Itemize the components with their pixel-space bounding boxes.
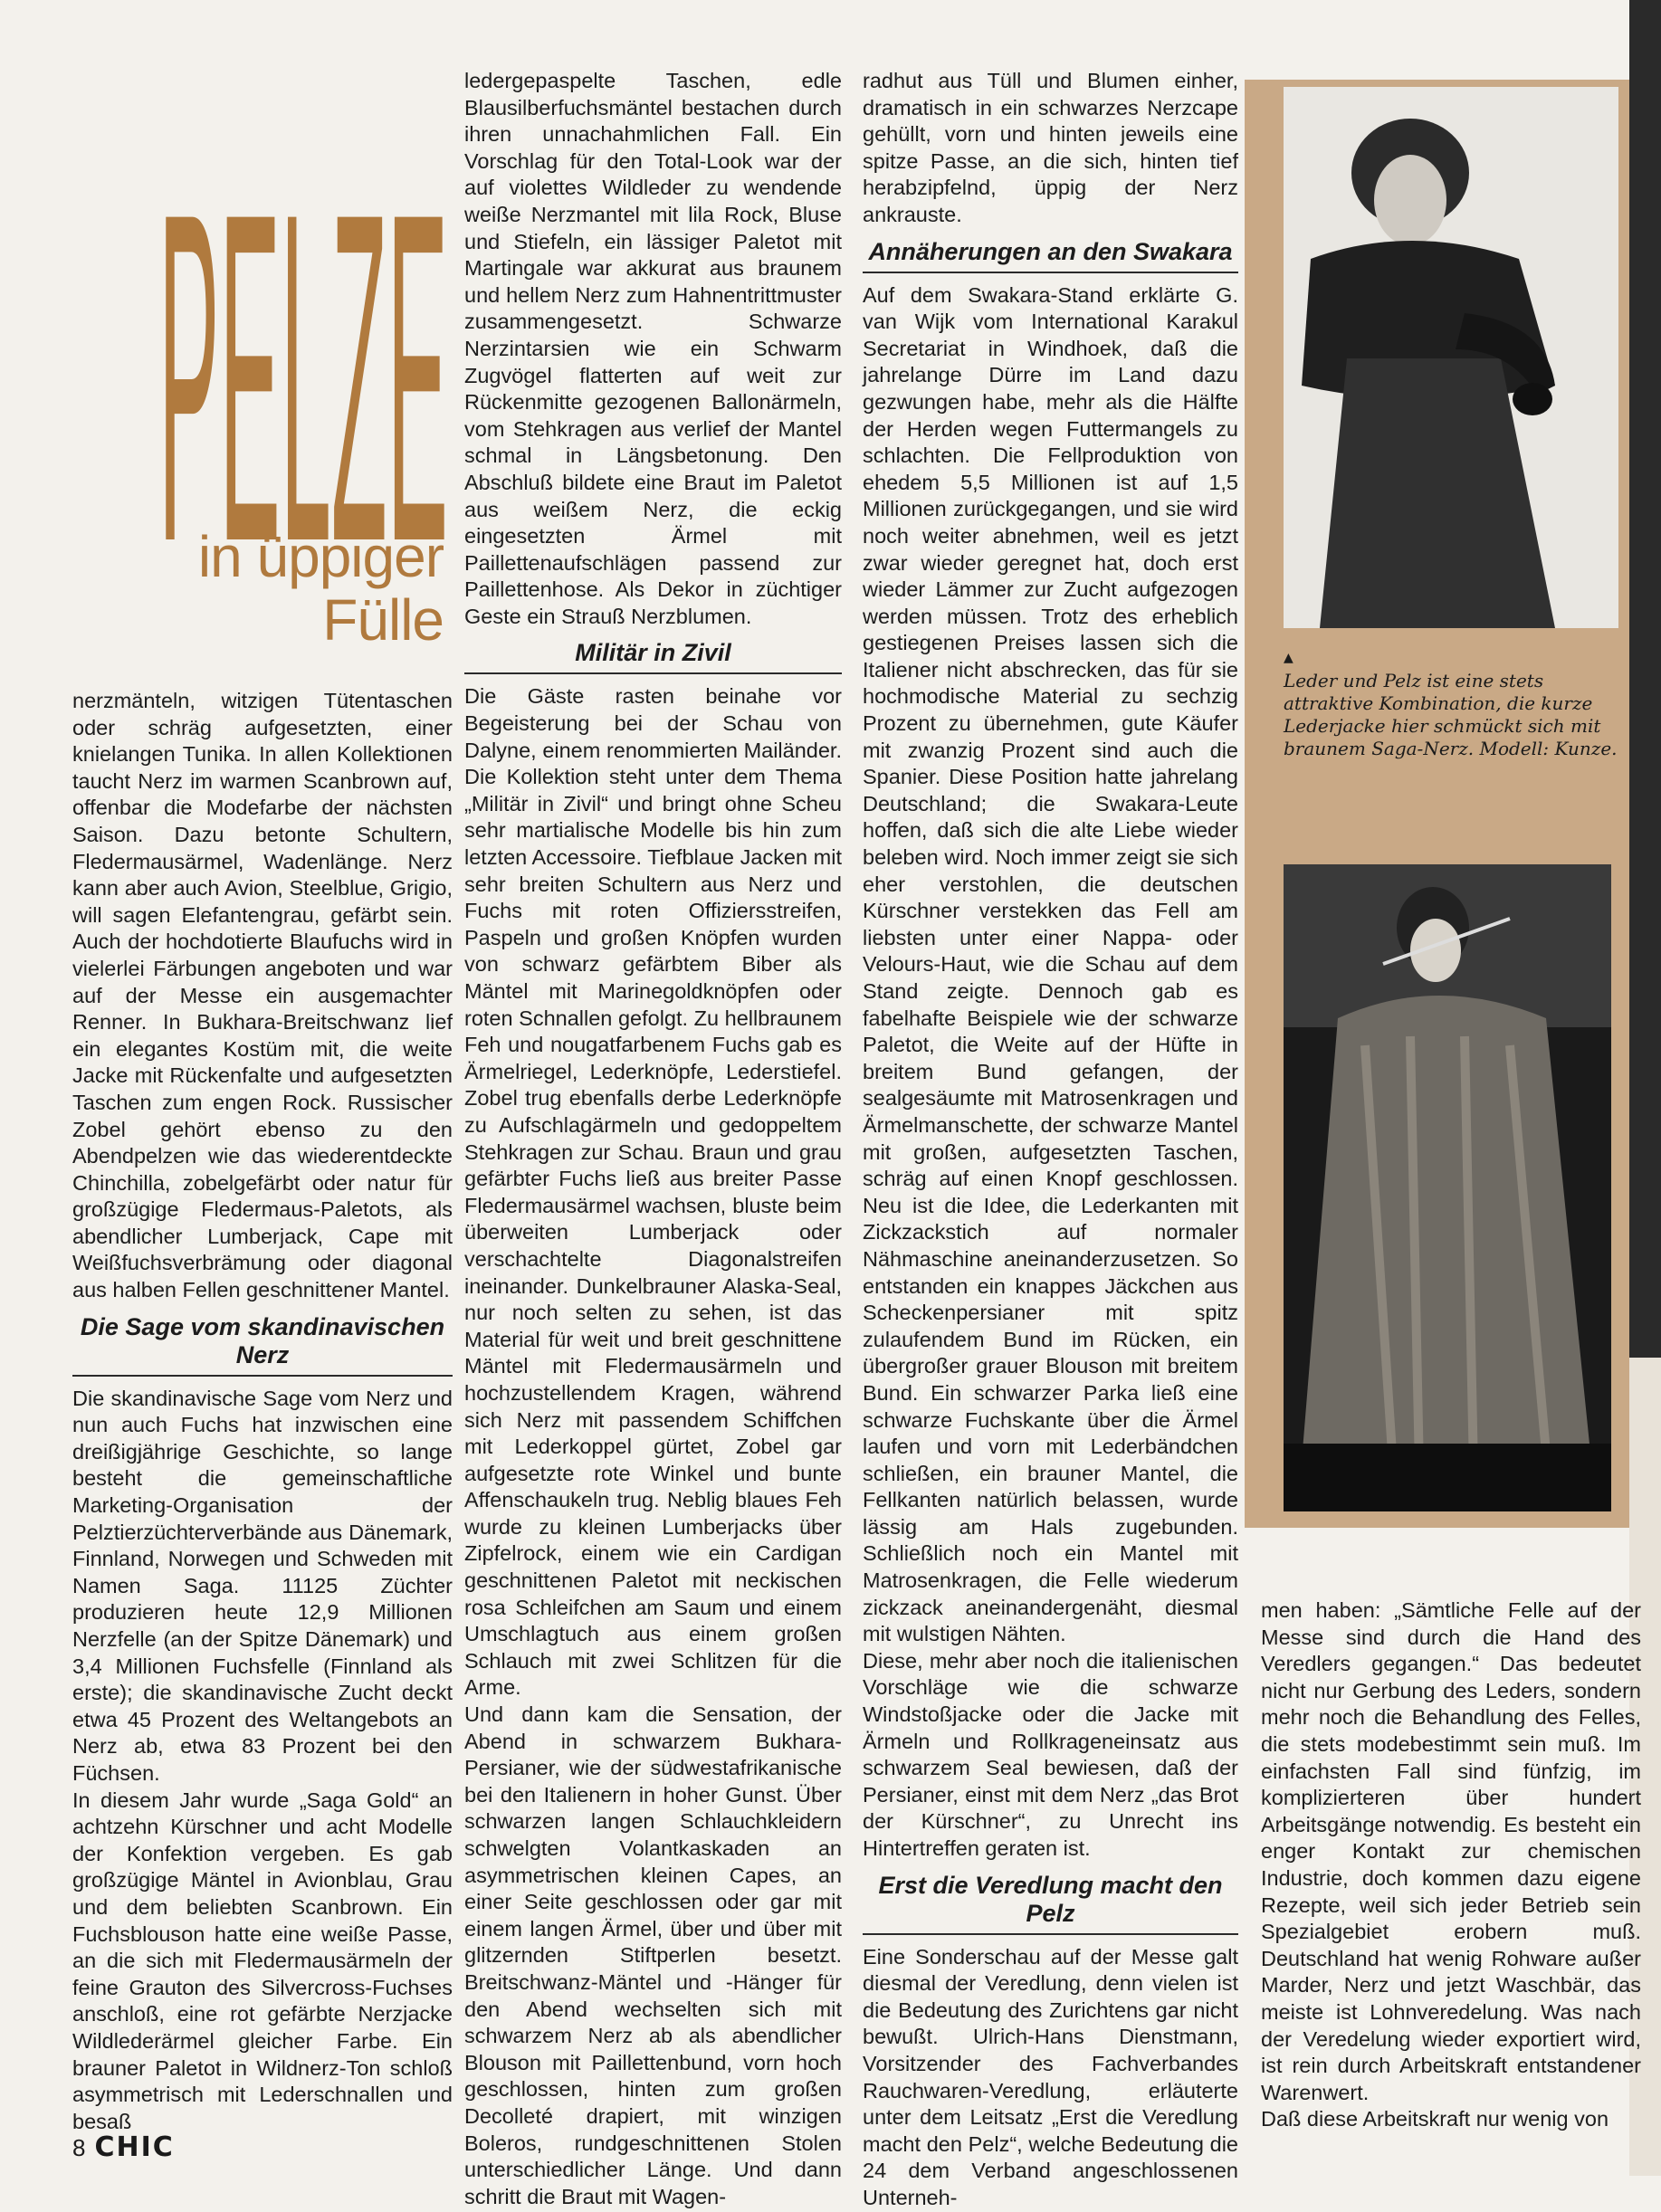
paragraph: Diese, mehr aber noch die italienischen Vorschläge wie die schwarze Windstoßjacke oder die Jacke mit Ärmeln und Rollkrageneinsatz aus schwarzem Seal bewiesen, daß der Persianer, einst mit dem Nerz „das Brot der Kürschner“, zu Unrecht ins Hintertreffen geraten ist. bbox=[863, 1648, 1238, 1860]
headline-main-svg bbox=[154, 71, 453, 550]
paragraph: Auf dem Swakara-Stand erklärte G. van Wijk vom International Karakul Secretariat in Windhoek, daß die jahrelange Dürre im Land dazu gezwungen habe, mehr als die Hälfte der Herden wegen Futtermangels zu schlachten. Die Fellproduktion von ehedem 5,5 Millionen ist auf 1,5 Millionen zurückgegangen, und sie wird noch weiter abnehmen, weil es jetzt zwar wieder geregnet hat, doch erst wieder Lämmer zur Zucht aufgezogen werden müssen. Trotz des erheblich gestiegenen Preises lassen sich die Italiener nicht abschrecken, das für sie hochmodische Material zu sechzig Prozent zu übernehmen, gute Käufer mit zwanzig Prozent sind auch die Spanier. Diese Position hatte jahrelang Deutschland; die Swakara-Leute hoffen, daß sich die alte Liebe wieder beleben wird. Noch immer zeigt sie sich eher verstohlen, die deutschen Kürschner verstekken das Fell am liebsten unter einer Nappa- oder Velours-Haut, wie die Schau auf dem Stand zeigte. Dennoch gab es fabelhafte Beispiele wie der schwarze Paletot, die Weite auf der Hüfte in breitem Bund gefangen, der sealgesäumte mit Matrosenkragen und Ärmelmanschette, der schwarze Mantel mit großen, aufgesetzten Taschen, schräg auf einen Knopf geschlossen. Neu ist die Idee, die Lederkanten mit Zickzackstich auf normaler Nähmaschine aneinanderzusetzen. So entstanden ein knappes Jäckchen aus Scheckenpersianer mit spitz zulaufendem Bund im Rücken, ein übergroßer grauer Blouson mit breitem Bund. Ein schwarzer Parka ließ eine schwarze Fuchskante über die Ärmel laufen und vorn mit Lederbändchen schließen, ein brauner Mantel, die Fellkanten natürlich belassen, wurde lässig am Hals zugebunden. Schließlich noch ein Mantel mit Matrosenkragen, die Felle wiederum zickzack aneinandergenäht, diesmal mit wulstigen Nähten. bbox=[863, 282, 1238, 1646]
divider bbox=[72, 1375, 453, 1377]
article-column-1 bbox=[72, 688, 453, 2135]
headline-main-text: PELZE bbox=[158, 117, 448, 550]
page-footer bbox=[72, 2131, 175, 2163]
subheading-swakara: Annäherungen an den Swakara bbox=[868, 237, 1233, 265]
headline-sub bbox=[109, 525, 444, 652]
divider bbox=[863, 272, 1238, 273]
photo-illustration bbox=[1284, 864, 1611, 1511]
page-number: 8 bbox=[72, 2134, 86, 2161]
subheading-militaer: Militär in Zivil bbox=[575, 639, 731, 667]
article-column-3 bbox=[863, 68, 1238, 2212]
paragraph: men haben: „Sämtliche Felle auf der Messe sind durch die Hand des Veredlers gegangen.“ Das bedeutet nicht nur Gerbung des Leders, sondern mehr noch die Behandlung des Felles, die stets modebestimmt sein muß. Im einfachsten Fall sind fünfzig, im komplizierteren über hundert Arbeitsgänge notwendig. Es besteht ein enger Kontakt zur chemischen Industrie, doch kommen dazu eigene Rezepte, weil sich jeder Betrieb sein Spezialgebiet erobern muß. Deutschland hat wenig Rohware außer Marder, Nerz und jetzt Waschbär, das meiste ist Lohnveredelung. Was nach der Veredelung wieder exportiert wird, ist rein durch Arbeitskraft entstandener Warenwert. bbox=[1261, 1598, 1641, 2104]
article-column-4 bbox=[1261, 1597, 1641, 2133]
paragraph: Die Gäste rasten beinahe vor Begeisterung bei der Schau von Dalyne, einem renommierten Mailänder. Die Kollektion steht unter dem Thema „Militär in Zivil“ und bringt ohne Scheu sehr martialische Modelle bis hin zum letzten Accessoire. Tiefblaue Jacken mit sehr breiten Schultern aus Nerz und Fuchs mit roten Offiziersstreifen, Paspeln und großen Knöpfen wurden von schwarz gefärbtem Biber als Mäntel mit Marinegoldknöpfen oder roten Schnallen gefolgt. Zu hellbraunem Feh und nougatfarbenem Fuchs gab es Ärmelriegel, Lederknöpfe, Lederstiefel. Zobel trug ebenfalls derbe Lederknöpfe zu Aufschlagärmeln und gedoppeltem Stehkragen zur Schau. Braun und grau gefärbter Fuchs ließ aus breiter Passe Fledermausärmel wachsen, bluste beim überweiten Lumberjack oder verschachtelte Diagonalstreifen ineinander. Dunkelbrauner Alaska-Seal, nur noch selten zu sehen, ist das Material für weit und breit geschnittene Mäntel mit Fledermausärmeln und hochzustellendem Kragen, während sich Nerz mit passendem Schiffchen mit Lederkoppel gürtet, Zobel gar aufgesetzte rote Winkel und bunte Affenschaukeln trug. Neblig blaues Feh wurde zu kleinen Lumberjacks über Zipfelrock, einem wie ein Cardigan geschnittenen Paletot mit neckischen rosa Schleifchen am Saum und einem Umschlagtuch aus einem großen Schlauch mit zwei Schlitzen für die Arme. bbox=[464, 684, 842, 1700]
photo-caption bbox=[1284, 644, 1618, 760]
photo-illustration bbox=[1284, 87, 1618, 628]
caption-text: Leder und Pelz ist eine stets attraktive Kombination, die kurze Lederjacke hier schmückt sich mit braunem Saga-Nerz. Modell: Kunze. bbox=[1284, 670, 1618, 759]
subheading-veredlung: Erst die Veredlung macht den Pelz bbox=[878, 1871, 1223, 1927]
paragraph: Die skandinavische Sage vom Nerz und nun auch Fuchs hat inzwischen eine dreißigjährige Geschichte, so lange besteht die gemeinschaftliche Marketing-Organisation der Pelztierzüchterverbände aus Dänemark, Finnland, Norwegen und Schweden mit Namen Saga. 11125 Züchter produzieren heute 12,9 Millionen Nerzfelle (an der Spitze Dänemark) und 3,4 Millionen Fuchsfelle (Finnland als erste); die skandinavische Zucht deckt etwa 45 Prozent des Weltangebots an Nerz ab, etwa 83 Prozent bei den Füchsen. bbox=[72, 1386, 453, 1785]
headline-main bbox=[154, 71, 453, 550]
paragraph: nerzmänteln, witzigen Tütentaschen oder schräg aufgesetzten, einer knielangen Tunika. In allen Kollektionen taucht Nerz im warmen Scanbrown auf, offenbar die Modefarbe der nächsten Saison. Dazu betonte Schultern, Fledermausärmel, Wadenlänge. Nerz kann aber auch Avion, Steelblue, Grigio, will sagen Elefantengrau, gefärbt sein. Auch der hochdotierte Blaufuchs wird in vielerlei Färbungen angeboten und war auf der Messe ein ausgemachter Renner. In Bukhara-Breitschwanz lief ein elegantes Kostüm mit, die weite Jacke mit Rückenfalte und aufgesetzten Taschen zum engen Rock. Russischer Zobel gehört ebenso zu den Abendpelzen wie das wiederentdeckte Chinchilla, zobelgefärbt oder natur für großzügige Fledermaus-Paletots, als abendlicher Lumberjack, Cape mit Weißfuchsverbrämung oder diagonal aus halben Fellen geschnittener Mantel. bbox=[72, 689, 453, 1302]
headline-sub-line2: Fülle bbox=[322, 587, 444, 653]
paragraph: Daß diese Arbeitskraft nur wenig von bbox=[1261, 2107, 1609, 2131]
subheading-saga: Die Sage vom skandinavischen Nerz bbox=[80, 1312, 445, 1368]
magazine-brand: CHIC bbox=[94, 2131, 175, 2163]
photo-leather-fur-jacket bbox=[1284, 87, 1618, 628]
article-column-2 bbox=[464, 68, 842, 2210]
divider bbox=[464, 672, 842, 674]
paragraph: Und dann kam die Sensation, der Abend in schwarzem Bukhara-Persianer, wie der südwestafrikanische bei den Italienern in hoher Gunst. Über schwarzen langen Schlauchkleidern schwelgten Volantkaskaden an asymmetrischen kleinen Capes, an einer Seite geschlossen oder gar mit einem langen Ärmel, über und über mit glitzernden Stiftperlen besetzt. Breitschwanz-Mäntel und -Hänger für den Abend wechselten sich mit schwarzem Nerz ab als abendlicher Blouson mit Paillettenbund, vorn hoch geschlossen, hinten zum großen Decolleté drapiert, mit winzigen Boleros, rundgeschnittenen Stolen unterschiedlicher Länge. Und dann schritt die Braut mit Wagen- bbox=[464, 1702, 842, 2208]
paragraph: ledergepaspelte Taschen, edle Blausilberfuchsmäntel bestachen durch ihren unnachahmlichen Fall. Ein Vorschlag für den Total-Look war der auf violettes Wildleder zu wendende weiße Nerzmantel mit lila Rock, Bluse und Stiefeln, ein lässiger Paletot mit Martingale war akkurat aus braunem und hellem Nerz zum Hahnentrittmuster zusammengesetzt. Schwarze Nerzintarsien wie ein Schwarm Zugvögel flatterten auf weit zur Rückenmitte gezogenen Ballonärmeln, vom Stehkragen aus verlief der Mantel schmal in Längsbetonung. Den Abschluß bildete eine Braut im Paletot aus weißem Nerz, die eckig eingesetzten Ärmel mit Paillettenaufschlägen passend zur Paillettenhose. Als Dekor in züchtiger Geste ein Strauß Nerzblumen. bbox=[464, 69, 842, 628]
paragraph: Eine Sonderschau auf der Messe galt diesmal der Veredlung, denn vielen ist die Bedeutung des Zurichtens gar nicht bewußt. Ulrich-Hans Dienstmann, Vorsitzender des Fachverbandes Rauchwaren-Veredlung, erläuterte unter dem Leitsatz „Erst die Veredlung macht den Pelz“, welche Bedeutung die 24 dem Verband angeschlossenen Unterneh- bbox=[863, 1944, 1238, 2209]
triangle-marker-icon: ▲ bbox=[1284, 651, 1293, 665]
paragraph: radhut aus Tüll und Blumen einher, dramatisch in ein schwarzes Nerzcape gehüllt, vorn und hinten jeweils eine spitze Passe, an die sich, hinten tief herabzipfelnd, üppig der Nerz ankrauste. bbox=[863, 69, 1238, 226]
paragraph: In diesem Jahr wurde „Saga Gold“ an achtzehn Kürschner und acht Modelle der Konfektion vergeben. Es gab großzügige Mäntel in Avionblau, Grau und dem beliebten Scanbrown. Ein Fuchsblouson hatte eine weiße Passe, an die sich mit Fledermausärmeln der feine Grauton des Silvercross-Fuchses anschloß, eine rot gefärbte Nerzjacke Wildlederärmel gleicher Farbe. Ein brauner Paletot in Wildnerz-Ton schloß asymmetrisch mit Lederschnallen und besaß bbox=[72, 1788, 453, 2133]
headline-sub-line1: in üppiger bbox=[197, 524, 444, 589]
photo-fur-coat-runway bbox=[1284, 864, 1611, 1511]
divider bbox=[863, 1933, 1238, 1935]
